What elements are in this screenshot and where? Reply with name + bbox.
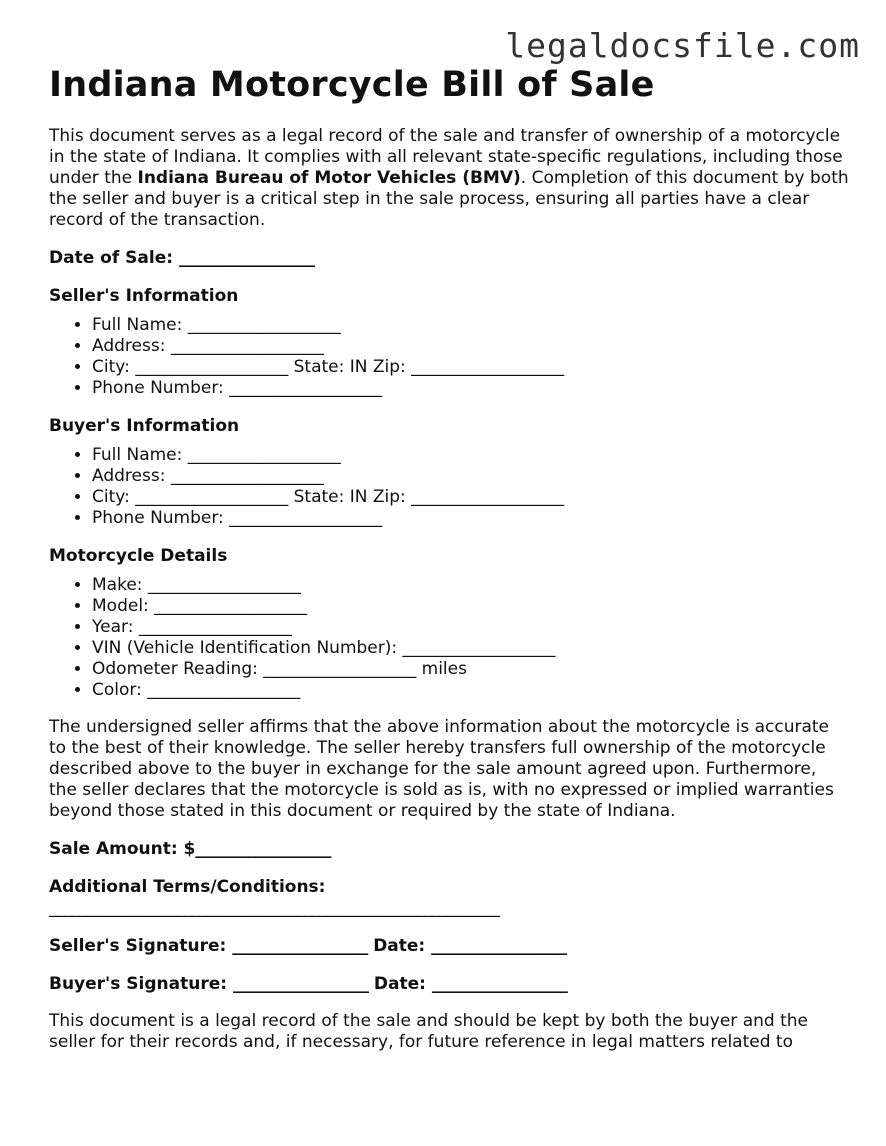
- seller-date-blank[interactable]: __________________: [431, 936, 567, 956]
- seller-heading: Seller's Information: [49, 286, 239, 306]
- document-page: [49, 64, 849, 1070]
- page-title: Indiana Motorcycle Bill of Sale: [49, 65, 655, 105]
- intro-bold-bmv: Indiana Bureau of Motor Vehicles (BMV): [137, 168, 521, 188]
- motorcycle-model[interactable]: • Model: __________________: [92, 596, 849, 617]
- buyer-signature-blank[interactable]: __________________: [232, 974, 368, 994]
- buyer-full-name[interactable]: • Full Name: __________________: [92, 445, 849, 466]
- date-of-sale-field: [49, 248, 849, 269]
- motorcycle-odometer[interactable]: • Odometer Reading: __________________ miles: [92, 659, 849, 680]
- additional-terms-blank[interactable]: ____________________________________________________________: [49, 898, 499, 918]
- affirmation-paragraph: The undersigned seller affirms that the above information about the motorcycle is accurate to the best of their knowledge. The seller hereby transfers full ownership of the motorcycle described above to the buyer in exchange for the sale amount agreed upon. Furthermore, the seller declares that the motorcycle is sold as is, with no expressed or implied warranties beyond those stated in this document or required by the state of Indiana.: [49, 717, 834, 821]
- seller-address[interactable]: • Address: __________________: [92, 336, 849, 357]
- motorcycle-vin[interactable]: • VIN (Vehicle Identification Number): __________________: [92, 638, 849, 659]
- motorcycle-heading: Motorcycle Details: [49, 546, 228, 566]
- motorcycle-color[interactable]: • Color: __________________: [92, 680, 849, 701]
- intro-text-2: . Completion of this document by both the seller and buyer is a critical step in the sale process, ensuring all parties have a clear record of the transaction.: [49, 168, 849, 230]
- date-of-sale-label: Date of Sale:: [49, 248, 174, 268]
- buyer-list: [49, 445, 849, 529]
- seller-phone[interactable]: • Phone Number: __________________: [92, 378, 849, 399]
- additional-terms-label: Additional Terms/Conditions:: [49, 877, 326, 897]
- motorcycle-year[interactable]: • Year: __________________: [92, 617, 849, 638]
- motorcycle-list: [49, 575, 849, 701]
- seller-full-name[interactable]: • Full Name: __________________: [92, 315, 849, 336]
- seller-city-state-zip[interactable]: • City: __________________ State: IN Zip: __________________: [92, 357, 849, 378]
- seller-list: [49, 315, 849, 399]
- buyer-signature-label: Buyer's Signature:: [49, 974, 228, 994]
- buyer-date-blank[interactable]: __________________: [431, 974, 567, 994]
- date-of-sale-blank[interactable]: __________________: [178, 248, 314, 268]
- sale-amount-field: [49, 839, 849, 860]
- seller-signature-blank[interactable]: __________________: [232, 936, 368, 956]
- intro-text-1: This document serves as a legal record of the sale and transfer of ownership of a motorcycle in the state of Indiana. It complies with all relevant state-specific regulations, including those under the: [49, 126, 843, 188]
- buyer-date-label: Date:: [373, 974, 426, 994]
- buyer-heading: Buyer's Information: [49, 416, 240, 436]
- closing-paragraph: This document is a legal record of the sale and should be kept by both the buyer and the seller for their records and, if necessary, for future reference in legal matters related to: [49, 1011, 808, 1052]
- motorcycle-make[interactable]: • Make: __________________: [92, 575, 849, 596]
- intro-paragraph: [49, 126, 849, 231]
- sale-amount-label: Sale Amount: $: [49, 839, 196, 859]
- watermark: legaldocsfile.com: [505, 26, 860, 65]
- seller-date-label: Date:: [373, 936, 426, 956]
- seller-signature-label: Seller's Signature:: [49, 936, 227, 956]
- sale-amount-blank[interactable]: __________________: [195, 839, 331, 859]
- buyer-signature-field: [49, 974, 849, 995]
- buyer-city-state-zip[interactable]: • City: __________________ State: IN Zip: __________________: [92, 487, 849, 508]
- buyer-address[interactable]: • Address: __________________: [92, 466, 849, 487]
- buyer-phone[interactable]: • Phone Number: __________________: [92, 508, 849, 529]
- seller-signature-field: [49, 936, 849, 957]
